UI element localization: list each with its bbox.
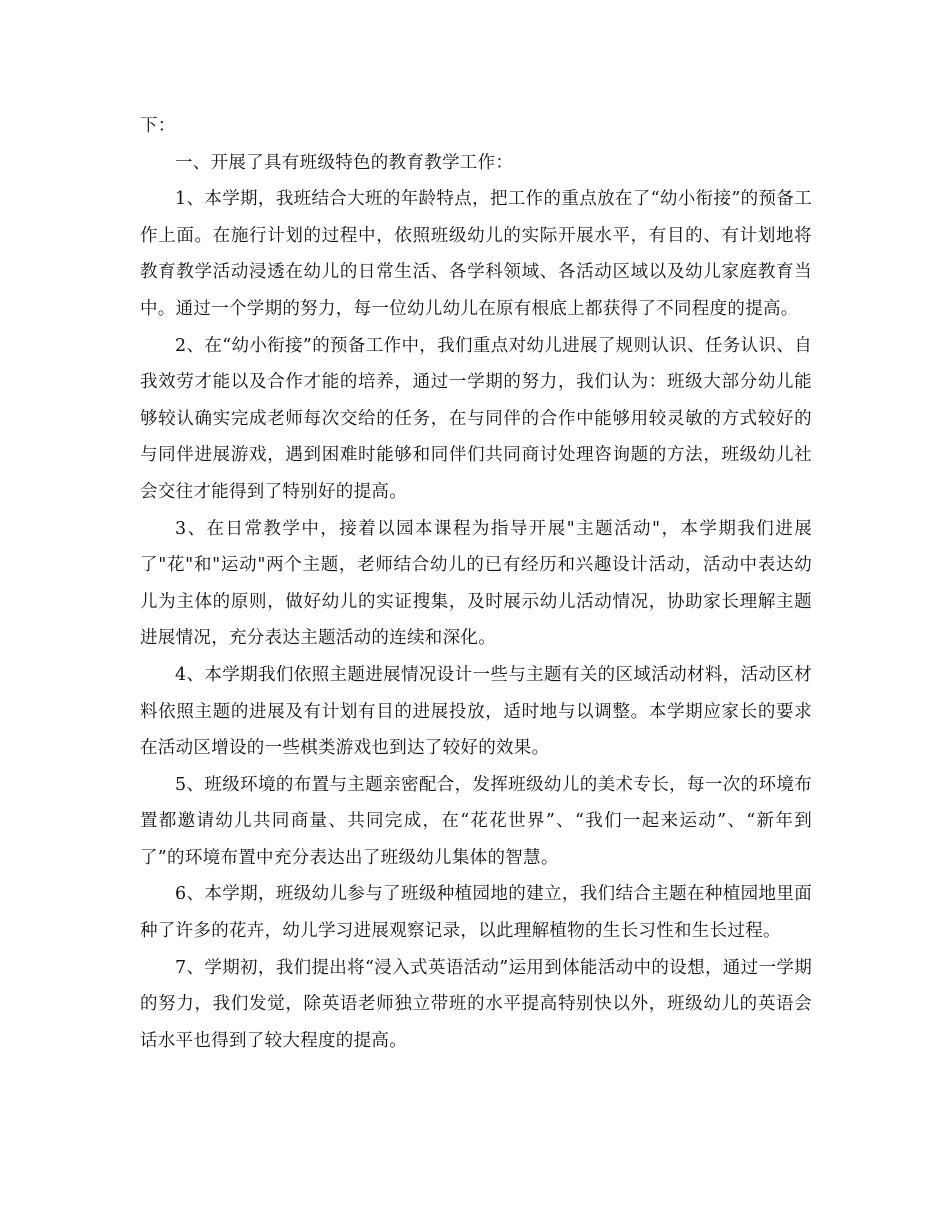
paragraph-1: 1、本学期，我班结合大班的年龄特点，把工作的重点放在了“幼小衔接”的预备工作上面。在施行计划的过程中，依照班级幼儿的实际开展水平，有目的、有计划地将教育教学活动浸透在幼儿的日常生活、各学科领域、各活动区域以及幼儿家庭教育当中。通过一个学期的努力，每一位幼儿幼儿在原有根底上都获得了不同程度的提高。 <box>140 189 812 319</box>
lead-fragment: 下： <box>140 116 176 136</box>
paragraph-6: 6、本学期，班级幼儿参与了班级种植园地的建立，我们结合主题在种植园地里面种了许多的花卉，幼儿学习进展观察记录，以此理解植物的生长习性和生长过程。 <box>140 884 812 942</box>
document-body <box>140 108 812 1059</box>
paragraph-2: 2、在“幼小衔接”的预备工作中，我们重点对幼儿进展了规则认识、任务认识、自我效劳才能以及合作才能的培养，通过一学期的努力，我们认为：班级大部分幼儿能够较认确实完成老师每次交给的任务，在与同伴的合作中能够用较灵敏的方式较好的与同伴进展游戏，遇到困难时能够和同伴们共同商讨处理咨询题的方法，班级幼儿社会交往才能得到了特别好的提高。 <box>140 335 812 502</box>
paragraph-4: 4、本学期我们依照主题进展情况设计一些与主题有关的区域活动材料，活动区材料依照主题的进展及有计划有目的进展投放，适时地与以调整。本学期应家长的要求在活动区增设的一些棋类游戏也到达了较好的效果。 <box>140 664 812 759</box>
paragraph-5: 5、班级环境的布置与主题亲密配合，发挥班级幼儿的美术专长，每一次的环境布置都邀请幼儿共同商量、共同完成，在“花花世界”、“我们一起来运动”、“新年到了”的环境布置中充分表达出了班级幼儿集体的智慧。 <box>140 774 812 868</box>
paragraph-3: 3、在日常教学中，接着以园本课程为指导开展"主题活动"，本学期我们进展了"花"和"运动"两个主题，老师结合幼儿的已有经历和兴趣设计活动，活动中表达幼儿为主体的原则，做好幼儿的实证搜集，及时展示幼儿活动情况，协助家长理解主题进展情况，充分表达主题活动的连续和深化。 <box>140 518 812 649</box>
paragraph-7: 7、学期初，我们提出将“浸入式英语活动”运用到体能活动中的设想，通过一学期的努力，我们发觉，除英语老师独立带班的水平提高特别快以外，班级幼儿的英语会话水平也得到了较大程度的提高。 <box>140 957 812 1051</box>
section-heading: 一、开展了具有班级特色的教育教学工作： <box>175 152 514 173</box>
